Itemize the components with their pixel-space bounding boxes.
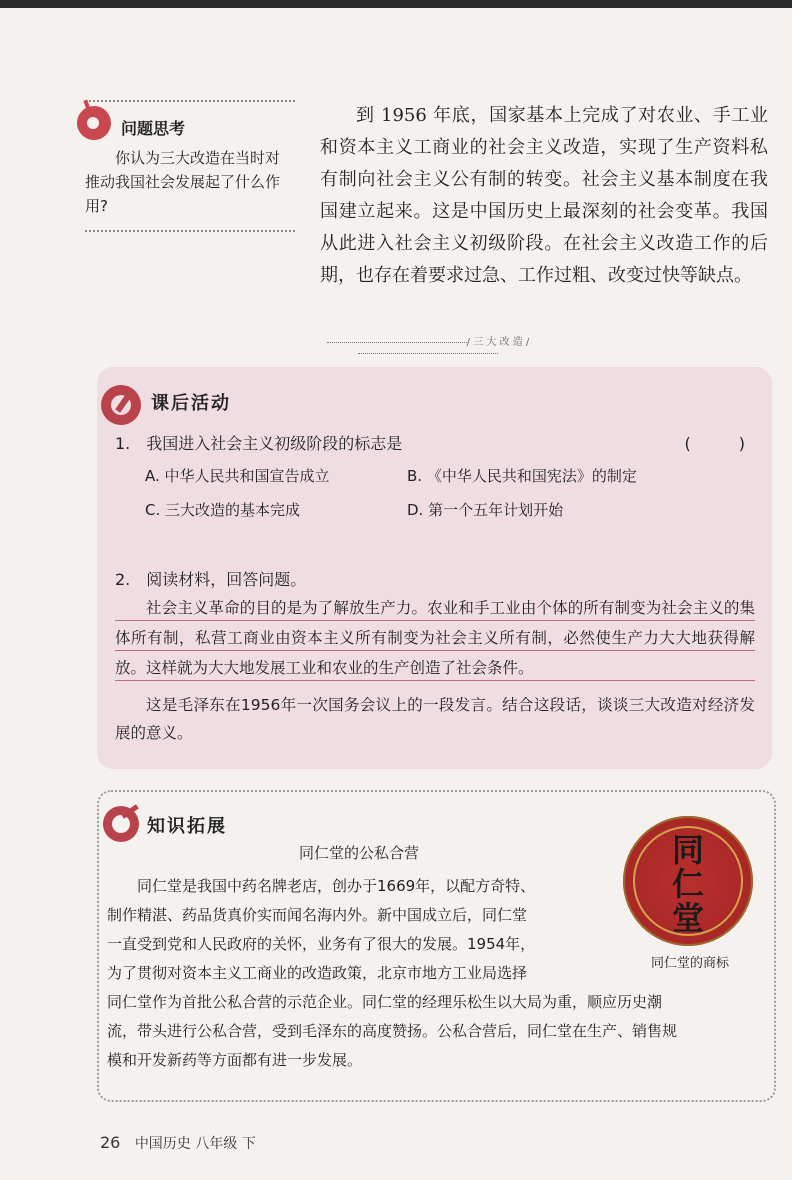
quote-text: 社会主义革命的目的是为了解放生产力。农业和手工业由个体的所有制变为社会主义的集体所有制，私营工商业由资本主义所有制变为社会主义所有制，必然使生产力大大地获得解放。这样就为大大地发展工业和农业的生产创造了社会条件。	[115, 593, 755, 683]
seal-char: 仁	[671, 865, 704, 903]
page-number: 26	[100, 1133, 121, 1152]
option-a: A. 中华人民共和国宣告成立	[145, 467, 330, 485]
option-c: C. 三大改造的基本完成	[145, 501, 301, 519]
divider-label: / 三 大 改 造 /	[466, 337, 530, 348]
article-line: 流，带头进行公私合营，受到毛泽东的高度赞扬。公私合营后，同仁堂在生产、销售规	[107, 1022, 678, 1040]
article-line: 为了贯彻对资本主义工商业的改造政策，北京市地方工业局选择	[107, 964, 528, 982]
think-title: 问题思考	[121, 119, 186, 138]
question-2: 2. 阅读材料，回答问题。	[115, 570, 307, 589]
tongrentang-seal-logo	[623, 816, 753, 946]
option-b: B. 《中华人民共和国宪法》的制定	[407, 467, 637, 485]
option-d: D. 第一个五年计划开始	[407, 501, 564, 519]
after-class-activity-box	[97, 367, 772, 769]
dotted-divider	[85, 230, 295, 232]
top-edge-bar	[0, 0, 792, 8]
article-line: 同仁堂作为首批公私合营的示范企业。同仁堂的经理乐松生以大局为重，顺应历史潮	[107, 993, 663, 1011]
question-2-prompt: 这是毛泽东在1956年一次国务会议上的一段发言。结合这段话，谈谈三大改造对经济发展的意义。	[115, 696, 755, 742]
seal-char: 同	[671, 831, 704, 869]
article-title: 同仁堂的公私合营	[298, 844, 419, 862]
reading-material	[115, 593, 755, 747]
book-title: 中国历史 八年级 下	[134, 1136, 256, 1152]
question-1-text: 1. 我国进入社会主义初级阶段的标志是	[115, 434, 403, 453]
main-paragraph: 到 1956 年底，国家基本上完成了对农业、手工业和资本主义工商业的社会主义改造，实现了生产资料私有制向社会主义公有制的转变。社会主义基本制度在我国建立起来。这是中国历史上最深刻的社会变革。我国从此进入社会主义初级阶段。在社会主义改造工作的后期，也存在着要求过急、工作过粗、改变过快等缺点。	[320, 105, 768, 286]
knowledge-extension-box	[97, 790, 776, 1102]
question-1	[115, 431, 755, 454]
seal-char: 堂	[671, 899, 704, 937]
question-think-box	[85, 100, 295, 232]
logo-caption: 同仁堂的商标	[650, 956, 729, 971]
knowledge-title: 知识拓展	[147, 816, 227, 837]
page-footer	[100, 1133, 256, 1153]
section-divider	[258, 333, 598, 359]
pencil-icon	[101, 385, 141, 425]
article-line: 制作精湛、药品货真价实而闻名海内外。新中国成立后，同仁堂	[107, 906, 528, 924]
arrow-circle-icon	[103, 806, 139, 842]
article-line: 一直受到党和人民政府的关怀，业务有了很大的发展。1954年，	[107, 935, 536, 953]
answer-blank: ( )	[684, 434, 745, 453]
think-question: 你认为三大改造在当时对推动我国社会发展起了什么作用?	[85, 149, 281, 215]
article-line: 模和开发新药等方面都有进一步发展。	[107, 1051, 363, 1069]
activity-title: 课后活动	[151, 393, 231, 414]
think-icon	[77, 106, 111, 140]
article-line: 同仁堂是我国中药名牌老店，创办于1669年，以配方奇特、	[107, 877, 536, 895]
